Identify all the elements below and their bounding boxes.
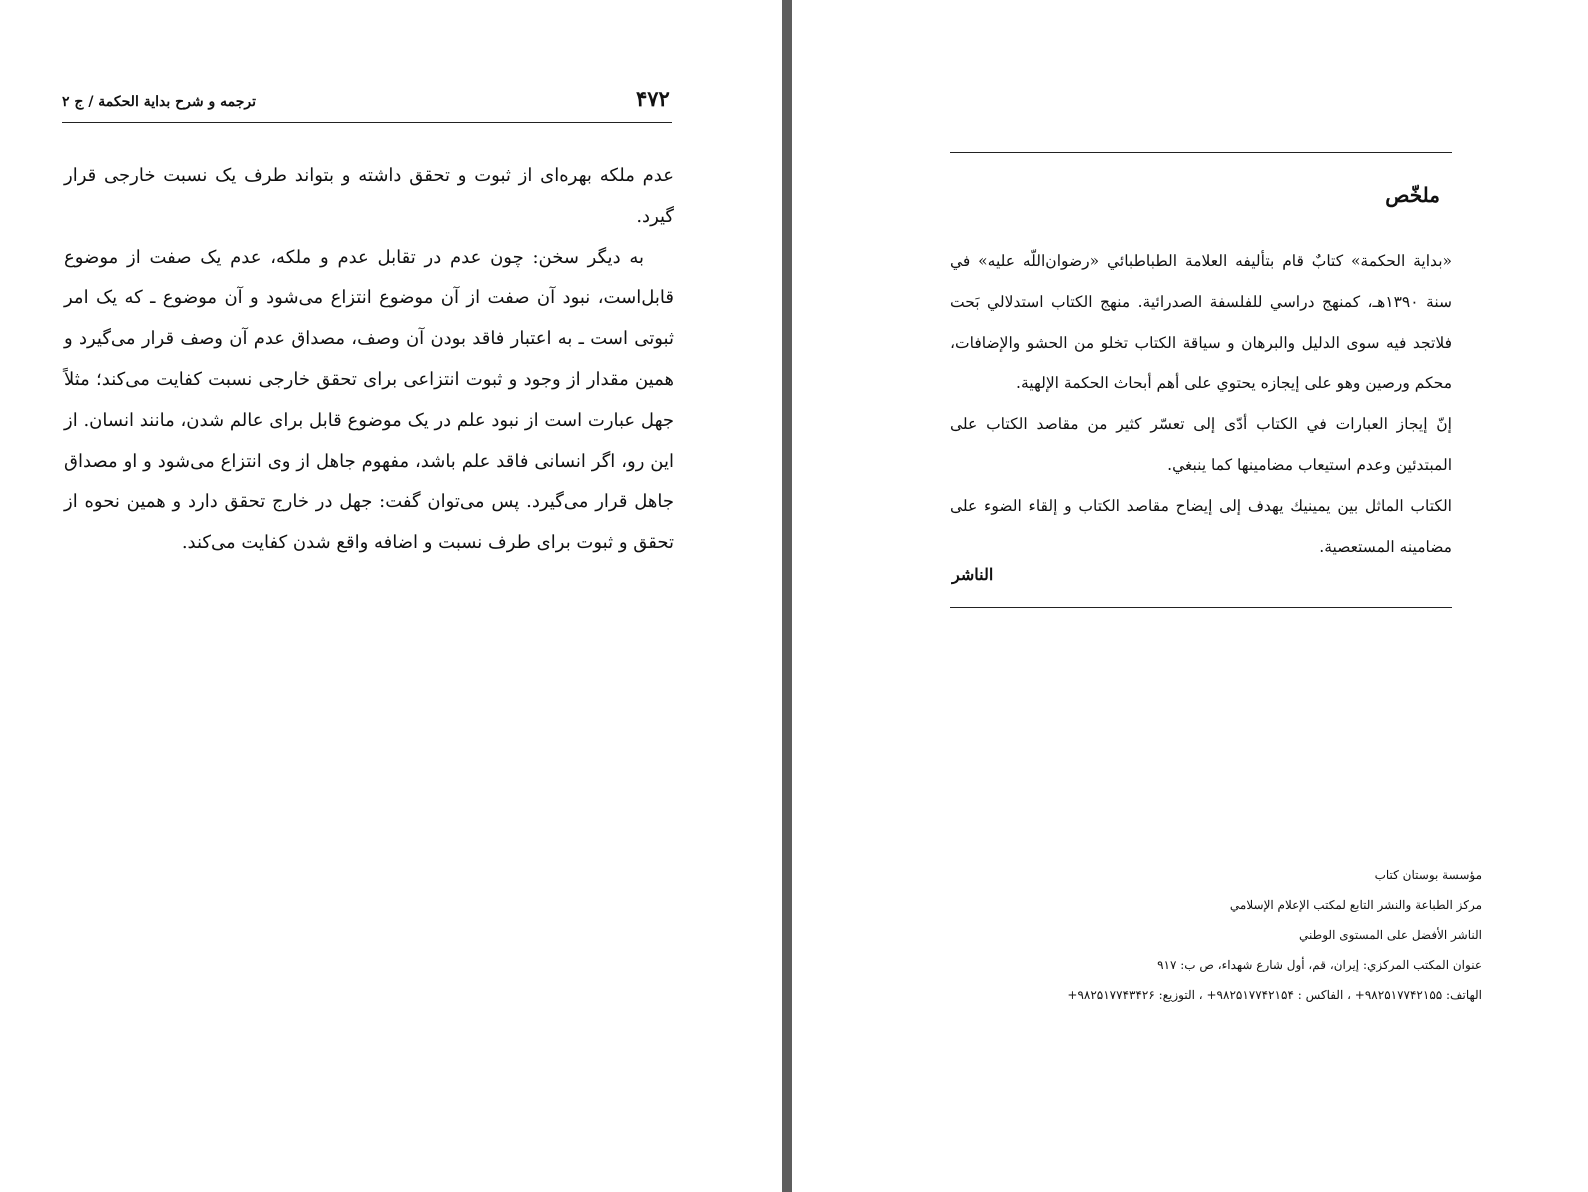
imprint-line-5: الهاتف: ۹۸۲۵۱۷۷۴۲۱۵۵+ ، الفاكس : ۹۸۲۵۱۷۷۴۲۱۵۴+ ، التوزيع: ۹۸۲۵۱۷۷۴۳۴۲۶+ [1067, 988, 1482, 1002]
left-page [0, 0, 782, 1192]
page-header [62, 86, 672, 123]
summary-text [950, 241, 1452, 567]
imprint-line-4: عنوان المكتب المركزي: إيران، قم، أول شارع شهداء، ص ب: ۹۱۷ [1157, 958, 1482, 972]
summary-title: ملخّص [1385, 183, 1440, 207]
page-number: ۴۷۲ [636, 86, 670, 111]
imprint-line-2: مركز الطباعة والنشر التابع لمكتب الإعلام الإسلامي [1229, 898, 1482, 912]
body-paragraph-1: عدم ملکه بهره‌ای از ثبوت و تحقق داشته و بتواند طرف یک نسبت خارجی قرار گیرد. [64, 165, 674, 227]
publisher-imprint [952, 860, 1482, 1010]
summary-box [950, 152, 1452, 608]
summary-paragraph-1: «بداية الحكمة» كتابٌ قام بتأليفه العلامة الطباطبائي «رضوان‌اللّه عليه» في سنة ۱۳۹۰هـ، كمنهج دراسي للفلسفة الصدرائية. منهج الكتاب استدلالي بَحت فلاتجد فيه سوى الدليل والبرهان و سياقة الكتاب تخلو من الحشو والإضافات، محكم ورصين وهو على إيجازه يحتوي على أهم أبحاث الحكمة الإلهية. [950, 252, 1453, 393]
imprint-line-1: مؤسسة بوستان كتاب [1374, 868, 1482, 882]
book-spine-divider [782, 0, 792, 1192]
running-title: ترجمه و شرح بداية الحكمة / ج ۲ [62, 94, 256, 110]
publisher-signature: الناشر [952, 565, 994, 584]
summary-paragraph-3: الكتاب الماثل بين يمينيك يهدف إلى إيضاح مقاصد الكتاب و إلقاء الضوء على مضامينه المستعصية. [950, 496, 1452, 556]
imprint-line-3: الناشر الأفضل على المستوى الوطني [1299, 928, 1482, 942]
summary-paragraph-2: إنّ إيجاز العبارات في الكتاب أدّى إلى تعسّر كثير من مقاصد الكتاب على المبتدئين وعدم استيعاب مضامينها كما ينبغي. [950, 415, 1452, 474]
body-text [64, 156, 674, 564]
body-paragraph-2: به دیگر سخن: چون عدم در تقابل عدم و ملکه، عدم یک صفت از موضوع قابل‌است، نبود آن صفت از آن موضوع انتزاع می‌شود و آن موضوع ـ که یک امر ثبوتی است ـ به اعتبار فاقد بودن آن وصف، مصداق عدم آن وصف قرار می‌گیرد و همین مقدار از وجود و ثبوت انتزاعی برای تحقق خارجی نسبت کفایت می‌کند؛ مثلاً جهل عبارت است از نبود علم در یک موضوع قابل برای عالم شدن، مانند انسان. از این رو، اگر انسانی فاقد علم باشد، مفهوم جاهل از وی انتزاع می‌شود و او مصداق جاهل قرار می‌گیرد. پس می‌توان گفت: جهل در خارج تحقق دارد و همین نحوه از تحقق و ثبوت برای طرف نسبت و اضافه واقع شدن کفایت می‌کند. [64, 246, 674, 554]
right-page [792, 0, 1588, 1192]
